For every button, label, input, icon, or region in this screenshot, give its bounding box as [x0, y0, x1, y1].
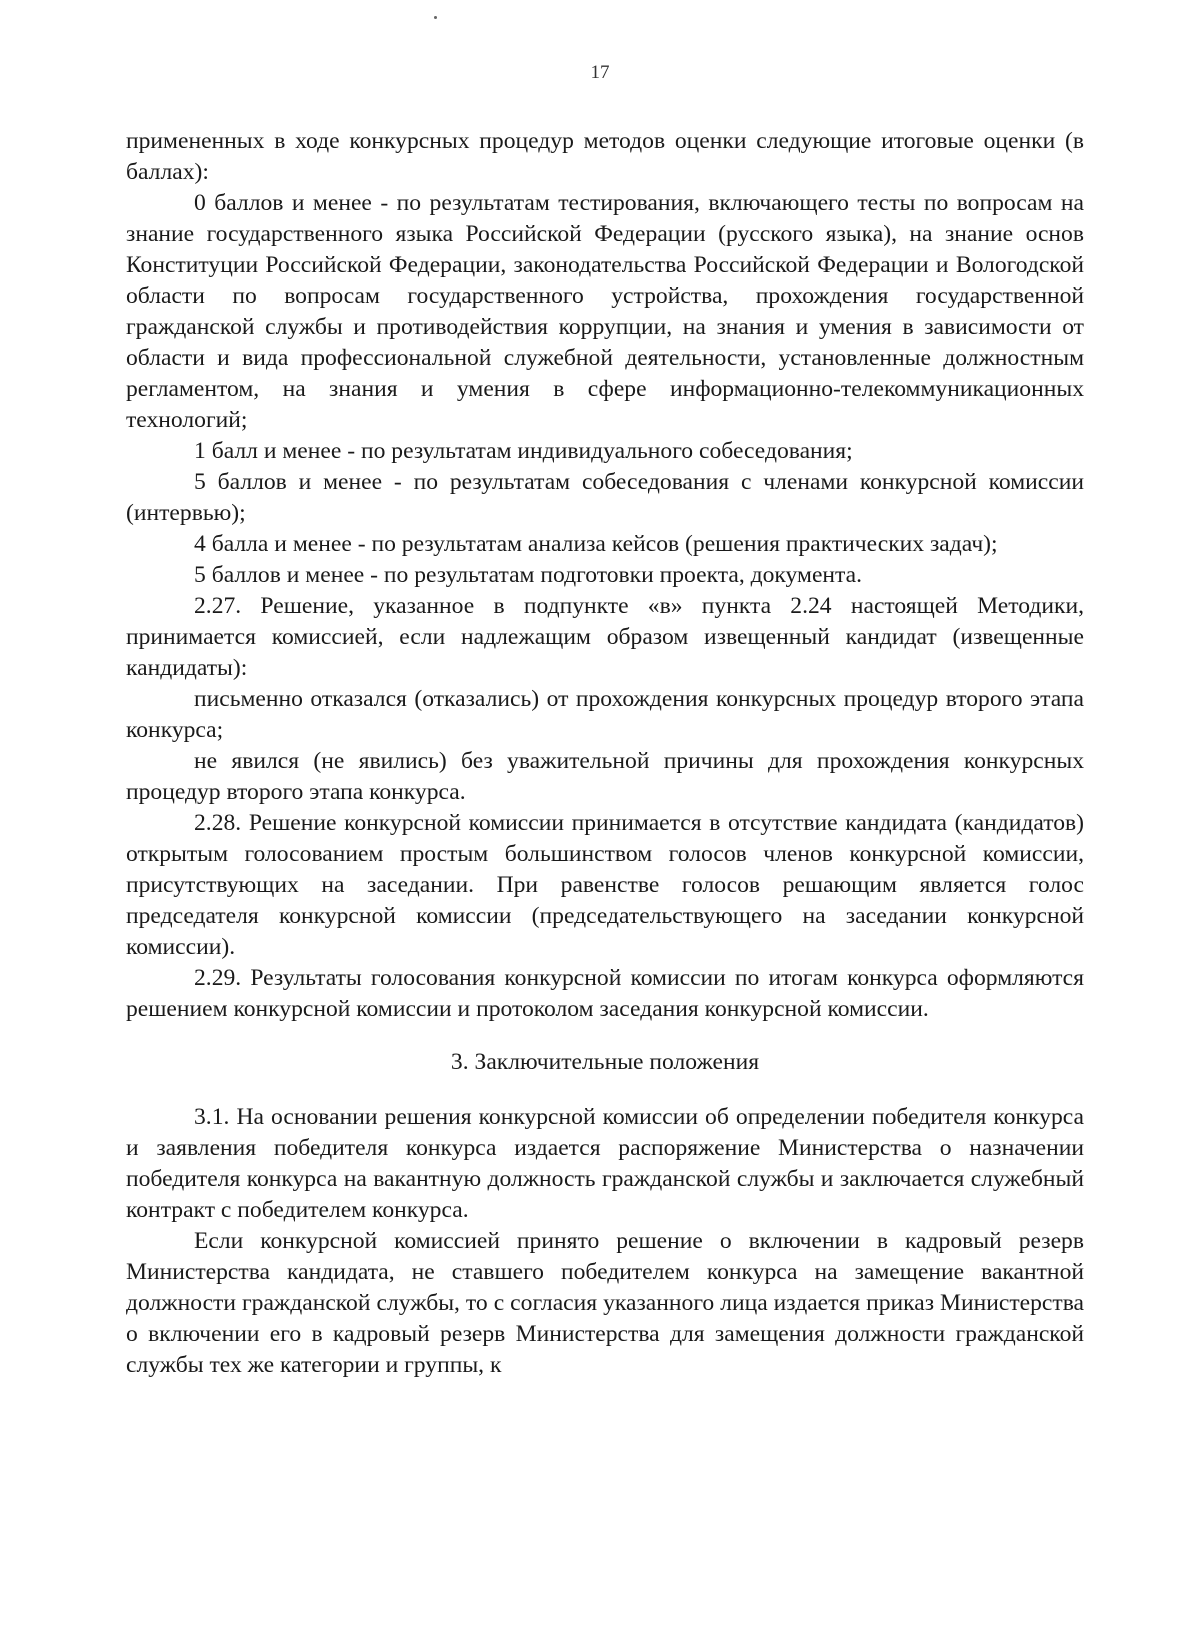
paragraph-project-score: 5 баллов и менее - по результатам подготовки проекта, документа.: [194, 562, 863, 588]
paragraph-2-28: 2.28. Решение конкурсной комиссии принимается в отсутствие кандидата (кандидатов) открытым голосованием простым большинством голосов членов конкурсной комиссии, присутствующих на заседании. При равенстве голосов решающим является голос председателя конкурсной комиссии (председательствующего на заседании конкурсной комиссии).: [126, 810, 1084, 960]
page-number: 17: [590, 62, 610, 83]
document-body: [126, 126, 1084, 1381]
scan-speck: [434, 16, 437, 19]
paragraph-continuation: примененных в ходе конкурсных процедур методов оценки следующие итоговые оценки (в баллах):: [126, 128, 1084, 185]
paragraph-written-refusal: письменно отказался (отказались) от прохождения конкурсных процедур второго этапа конкурса;: [126, 686, 1084, 743]
paragraph-non-appearance: не явился (не явились) без уважительной причины для прохождения конкурсных процедур второго этапа конкурса.: [126, 748, 1084, 805]
section-heading: 3. Заключительные положения: [450, 1049, 760, 1075]
paragraph-3-1: 3.1. На основании решения конкурсной комиссии об определении победителя конкурса и заявления победителя конкурса издается распоряжение Министерства о назначении победителя конкурса на вакантную должность гражданской службы и заключается служебный контракт с победителем конкурса.: [126, 1104, 1084, 1223]
paragraph-individual-interview-score: 1 балл и менее - по результатам индивидуального собеседования;: [194, 438, 853, 464]
paragraph-case-analysis-score: 4 балла и менее - по результатам анализа кейсов (решения практических задач);: [194, 531, 998, 557]
paragraph-2-29: 2.29. Результаты голосования конкурсной комиссии по итогам конкурса оформляются решением конкурсной комиссии и протоколом заседания конкурсной комиссии.: [126, 965, 1084, 1022]
paragraph-personnel-reserve: Если конкурсной комиссией принято решение о включении в кадровый резерв Министерства кандидата, не ставшего победителем конкурса на замещение вакантной должности гражданской службы, то с согласия указанного лица издается приказ Министерства о включении его в кадровый резерв Министерства для замещения должности гражданской службы тех же категории и группы, к: [126, 1228, 1084, 1378]
paragraph-2-27: 2.27. Решение, указанное в подпункте «в» пункта 2.24 настоящей Методики, принимается комиссией, если надлежащим образом извещенный кандидат (извещенные кандидаты):: [126, 593, 1084, 681]
paragraph-testing-score: 0 баллов и менее - по результатам тестирования, включающего тесты по вопросам на знание государственного языка Российской Федерации (русского языка), на знание основ Конституции Российской Федерации, законодательства Российской Федерации и Вологодской области по вопросам государственного устройства, прохождения государственной гражданской службы и противодействия коррупции, на знания и умения в зависимости от области и вида профессиональной служебной деятельности, установленные должностным регламентом, на знания и умения в сфере информационно-телекоммуникационных технологий;: [126, 190, 1084, 433]
paragraph-commission-interview-score: 5 баллов и менее - по результатам собеседования с членами конкурсной комиссии (интервью);: [126, 469, 1084, 526]
